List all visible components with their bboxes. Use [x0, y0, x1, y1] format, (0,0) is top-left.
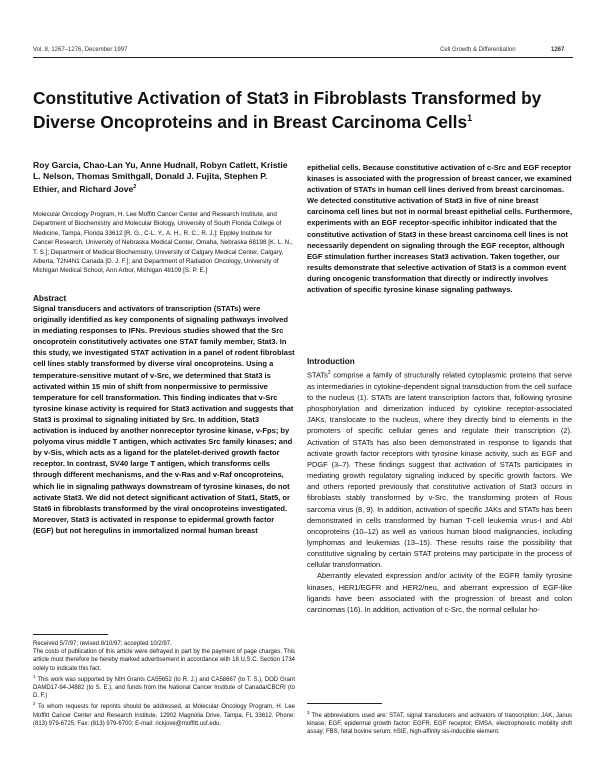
paper-title: [33, 88, 573, 132]
introduction-section: [307, 356, 572, 615]
footnote-rule-left: [33, 634, 108, 635]
page-number: 1267: [551, 47, 565, 53]
intro-p1-text: comprise a family of structurally related cytoplasmic proteins that serve as intermediaries in cytokine-dependent signal transduction from the cell surface to the nucleus (1). STATs are latent transcription factors that, following tyrosine phosphorylation and dimerization induced by cytokine receptor-associated JAKs, translocate to the nucleus, where they directly bind to elements in the promoters of specific cellular genes and regulate their transcription (2). Activation of STATs has also been demonstrated in response to ligands that activate growth factor receptors with tyrosine kinase activity, such as EGF and PDGF (3–7). These findings suggest that activation of STATs participates in mediating growth regulatory signaling induced by specific growth factors. We and others reported previously that constitutive activation of Stat3 occurs in fibroblasts stably transformed by v-Src, the transforming protein of Rous sarcoma virus (8, 9). In addition, activation of specific JAKs and STATs has been demonstrated in cells transformed by human T-cell leukemia virus-I and Abl oncoproteins (10–12) as well as various human blood malignancies, including lymphomas and leukemias (13–15). These results raise the possibility that constitutive signaling by certain STAT proteins may participate in the process of cellular transformation.: [307, 370, 572, 570]
author-footnote-mark: 2: [133, 184, 137, 190]
author-list: [33, 160, 293, 195]
received-dates: Received 5/7/97; revised 8/10/97; accepted 10/2/97.: [33, 641, 172, 647]
intro-paragraph-1: [307, 368, 572, 570]
footnotes-left: [33, 640, 295, 728]
authors-text: Roy Garcia, Chao-Lan Yu, Anne Hudnall, Robyn Catlett, Kristie L. Nelson, Thomas Smithgall, Donald J. Fujita, Stephen P. Ethier, and Richard Jove: [33, 160, 288, 194]
footnote-1-mark: 1: [33, 673, 36, 679]
footnote-rule-right: [307, 703, 382, 704]
intro-paragraph-2: Aberrantly elevated expression and/or activity of the EGFR family tyrosine kinases, HER1/EGFR and HER2/neu, and aberrant expression of EGF-like ligands have been associated with the progression of breast and colon carcinomas (16). In addition, activation of c-Src, the normal cellular ho-: [307, 571, 572, 614]
footnote-3-text: The abbreviations used are: STAT, signal transducers and activators of transcription; JAK, Janus kinase; EGF, epidermal growth factor; EGFR, EGF receptor; EMSA, electrophoretic mobility shift assay; FBS, fetal bovine serum; hSIE, high-affinity sis-inducible element.: [307, 713, 572, 736]
footnote-1: [33, 673, 295, 701]
running-header-citation: Vol. 8, 1267–1276, December 1997: [33, 47, 128, 53]
footnote-1-text: This work was supported by NIH Grants CA55652 (to R. J.) and CA58667 (to T. S.), DOD Grant DAMD17-94-J4882 (to S. E.), and funds from the National Cancer Institute of Canada/CBCRI (to D. F.): [33, 676, 295, 700]
abstract-text-part1: Signal transducers and activators of transcription (STATs) were originally identified as key components of signaling pathways involved in mediating responses to IFNs. Previous studies showed that the Src oncoprotein constitutively activates one STAT family member, Stat3. In this study, we investigated STAT activation in a panel of rodent fibroblast cell lines stably transformed by diverse viral oncoproteins. Using a temperature-sensitive mutant of v-Src, we determined that Stat3 is activated within 15 min of shift from nonpermissive to permissive temperature for cell transformation. This finding indicates that v-Src tyrosine kinase activity is required for Stat3 activation and suggests that Stat3 is proximal to signaling initiated by Src. In addition, Stat3 activation is induced by another nonreceptor tyrosine kinase, v-Fps; by polyoma virus middle T antigen, which activates Src family kinases; and by v-Sis, which acts as a ligand for the platelet-derived growth factor receptor. In contrast, SV40 large T antigen, which transforms cells through different mechanisms, and the v-Ras and v-Raf oncoproteins, which lie in signaling pathways downstream of tyrosine kinases, do not activate Stat3. We did not detect significant activation of Stat1, Stat5, or Stat6 in fibroblasts transformed by the viral oncoproteins investigated. Moreover, Stat3 is activated in response to epidermal growth factor (EGF) but not heregulins in immortalized normal human breast: [33, 304, 295, 535]
footnote-3: [307, 709, 572, 737]
abstract-heading: Abstract: [33, 294, 67, 303]
publication-costs-note: The costs of publication of this article were defrayed in part by the payment of page charges. This article must therefore be hereby marked advertisement in accordance with 18 U.S.C. Section 1734 solely to indicate this fact.: [33, 649, 295, 672]
footnote-2-mark: 2: [33, 701, 36, 707]
running-header-journal: Cell Growth & Differentiation: [440, 47, 516, 53]
affiliations: Molecular Oncology Program, H. Lee Moffitt Cancer Center and Research Institute, and Department of Biochemistry and Molecular Biology, University of South Florida College of Medicine, Tampa, Florida 33612 [R. G., C-L. Y., A. H., R. C., R. J.]; Eppley Institute for Cancer Research, University of Nebraska Medical Center, Omaha, Nebraska 68198 [K. L. N., T. S.]; Department of Medical Biochemistry, University of Calgary Medical Center, Calgary, Alberta, T2N4N1 Canada [D. J. F.]; and Department of Radiation Oncology, University of Michigan Medical School, Ann Arbor, Michigan 48109 [S. P. E.]: [33, 211, 293, 275]
footnote-mark-3: 3: [327, 370, 331, 377]
footnote-2: [33, 700, 295, 728]
intro-lead: STATs: [307, 370, 328, 380]
footnotes-right: [307, 709, 572, 737]
title-text: Constitutive Activation of Stat3 in Fibroblasts Transformed by Diverse Oncoproteins and in Breast Carcinoma Cells: [33, 88, 542, 132]
header-rule: [33, 57, 573, 58]
title-footnote-mark: 1: [467, 113, 473, 123]
footnote-2-text: To whom requests for reprints should be addressed, at Molecular Oncology Program, H. Lee Moffitt Cancer Center and Research Institute, 12902 Magnolia Drive, Tampa, FL 33612. Phone: (813) 979-6725; Fax: (813) 979-6700; E-mail: rickjove@moffitt.usf.edu.: [33, 704, 295, 727]
abstract-text-part2: epithelial cells. Because constitutive activation of c-Src and EGF receptor kinases is associated with the progression of breast cancer, we examined activation of STATs in human cell lines derived from breast carcinomas. We detected constitutive activation of Stat3 in five of nine breast carcinoma cell lines but not in normal breast epithelial cells. Furthermore, experiments with an EGF receptor-specific inhibitor indicated that the constitutive activation of Stat3 in these breast carcinoma cell lines is not necessarily dependent on signaling through the EGF receptor, although EGF stimulation further increases Stat3 activation. Taken together, our results demonstrate that selective activation of Stat3 is a common event during oncogenic transformation that directly or indirectly involves activation of specific tyrosine kinase signaling pathways.: [307, 163, 573, 295]
introduction-heading: Introduction: [307, 357, 355, 366]
footnote-3-mark: 3: [307, 710, 310, 715]
abstract-left: [33, 294, 295, 536]
